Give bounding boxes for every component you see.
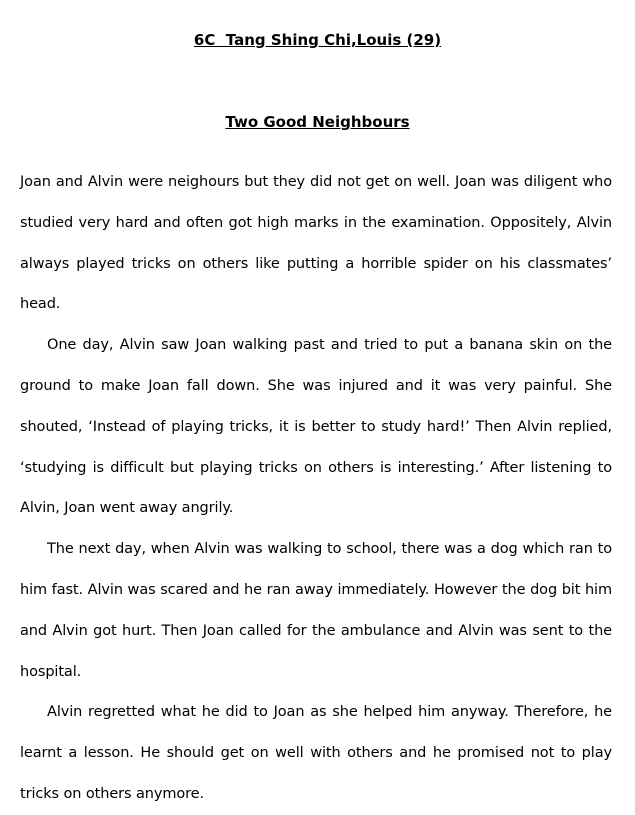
paragraph-4: Alvin regretted what he did to Joan as she helped him anyway. Therefore, he learnt a lesson. He should get on well with others and he promised not to play tricks on others anymore.	[20, 704, 612, 802]
essay-body	[20, 162, 612, 815]
paragraph-1: Joan and Alvin were neighours but they did not get on well. Joan was diligent who studied very hard and often got high marks in the examination. Oppositely, Alvin always played tricks on others like putting a horrible spider on his classmates’ head.	[20, 174, 612, 313]
student-header: 6C Tang Shing Chi,Louis (29)	[193, 31, 442, 49]
paragraph-2: One day, Alvin saw Joan walking past and tried to put a banana skin on the ground to make Joan fall down. She was injured and it was very painful. She shouted, ‘Instead of playing tricks, it is better to study hard!’ Then Alvin replied, ‘studying is difficult but playing tricks on others is interesting.’ After listening to Alvin, Joan went away angrily.	[20, 337, 612, 517]
paragraph-3: The next day, when Alvin was walking to school, there was a dog which ran to him fast. Alvin was scared and he ran away immediately. However the dog bit him and Alvin got hurt. Then Joan called for the ambulance and Alvin was sent to the hospital.	[20, 541, 612, 680]
essay-title: Two Good Neighbours	[225, 113, 410, 131]
